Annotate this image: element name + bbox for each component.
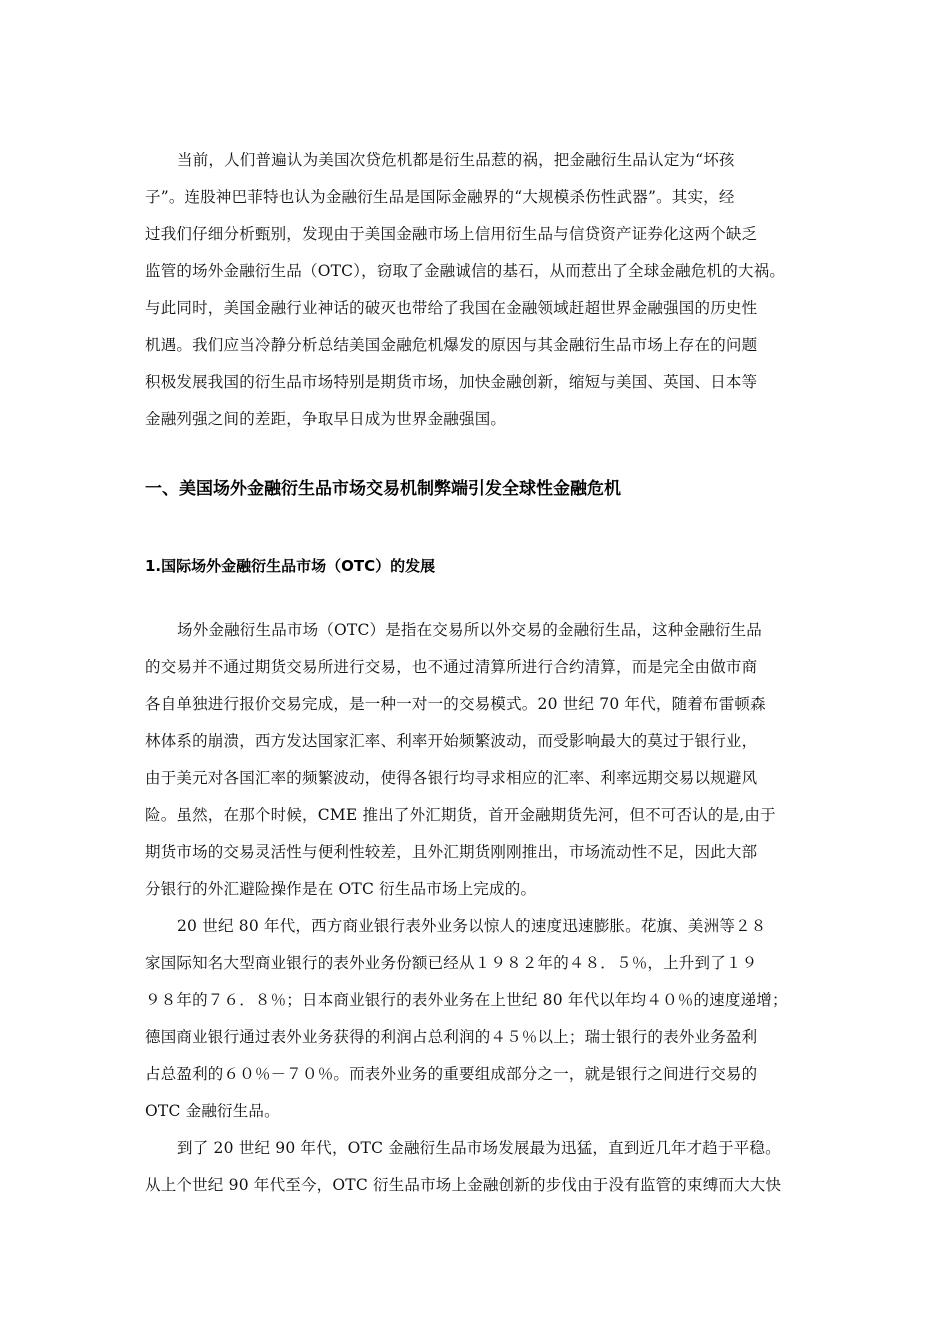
section-heading: 一、美国场外金融衍生品市场交易机制弊端引发全球性金融危机 xyxy=(145,479,621,499)
intro-line: 当前，人们普遍认为美国次贷危机都是衍生品惹的祸，把金融衍生品认定为“坏孩 xyxy=(177,151,735,169)
paragraph-line: 的交易并不通过期货交易所进行交易，也不通过清算所进行合约清算，而是完全由做市商 xyxy=(145,658,758,676)
paragraph-line: 期货市场的交易灵活性与便利性较差，且外汇期货刚刚推出，市场流动性不足，因此大部 xyxy=(145,843,758,861)
intro-line: 与此同时，美国金融行业神话的破灭也带给了我国在金融领域赶超世界金融强国的历史性 xyxy=(145,299,758,317)
paragraph-line: 分银行的外汇避险操作是在 OTC 衍生品市场上完成的。 xyxy=(145,880,537,898)
paragraph-line: 从上个世纪 90 年代至今，OTC 衍生品市场上金融创新的步伐由于没有监管的束缚而大大快 xyxy=(145,1176,782,1194)
paragraph-line: 险。虽然，在那个时候，CME 推出了外汇期货，首开金融期货先河，但不可否认的是,由于 xyxy=(145,806,776,824)
intro-line: 金融列强之间的差距，争取早日成为世界金融强国。 xyxy=(145,410,507,428)
paragraph-line: 20 世纪 80 年代，西方商业银行表外业务以惊人的速度迅速膨胀。花旗、美洲等２８ xyxy=(177,917,767,935)
intro-line: 过我们仔细分析甄别，发现由于美国金融市场上信用衍生品与信贷资产证券化这两个缺乏 xyxy=(145,225,758,243)
paragraph-line: OTC 金融衍生品。 xyxy=(145,1102,280,1120)
subsection-heading: 1.国际场外金融衍生品市场（OTC）的发展 xyxy=(145,557,436,575)
paragraph-line: 林体系的崩溃，西方发达国家汇率、利率开始频繁波动，而受影响最大的莫过于银行业， xyxy=(145,732,758,750)
intro-line: 子”。连股神巴菲特也认为金融衍生品是国际金融界的“大规模杀伤性武器”。其实，经 xyxy=(145,188,735,206)
paragraph-line: 各自单独进行报价交易完成，是一种一对一的交易模式。20 世纪 70 年代，随着布雷顿森 xyxy=(145,695,766,713)
paragraph-line: 到了 20 世纪 90 年代，OTC 金融衍生品市场发展最为迅猛，直到近几年才趋于平稳。 xyxy=(177,1139,781,1157)
paragraph-line: ９８年的７６．８％；日本商业银行的表外业务在上世纪 80 年代以年均４０％的速度递增； xyxy=(145,991,788,1009)
intro-line: 机遇。我们应当冷静分析总结美国金融危机爆发的原因与其金融衍生品市场上存在的问题 xyxy=(145,336,758,354)
intro-line: 监管的场外金融衍生品（OTC），窃取了金融诚信的基石，从而惹出了全球金融危机的大祸。 xyxy=(145,262,786,280)
paragraph-line: 由于美元对各国汇率的频繁波动，使得各银行均寻求相应的汇率、利率远期交易以规避风 xyxy=(145,769,758,787)
paragraph-line: 场外金融衍生品市场（OTC）是指在交易所以外交易的金融衍生品，这种金融衍生品 xyxy=(177,621,763,639)
paragraph-line: 家国际知名大型商业银行的表外业务份额已经从１９８２年的４８．５％，上升到了１９ xyxy=(145,954,758,972)
paragraph-line: 德国商业银行通过表外业务获得的利润占总利润的４５％以上；瑞士银行的表外业务盈利 xyxy=(145,1028,758,1046)
paragraph-line: 占总盈利的６０％－７０％。而表外业务的重要组成部分之一，就是银行之间进行交易的 xyxy=(145,1065,758,1083)
intro-line: 积极发展我国的衍生品市场特别是期货市场，加快金融创新，缩短与美国、英国、日本等 xyxy=(145,373,758,391)
